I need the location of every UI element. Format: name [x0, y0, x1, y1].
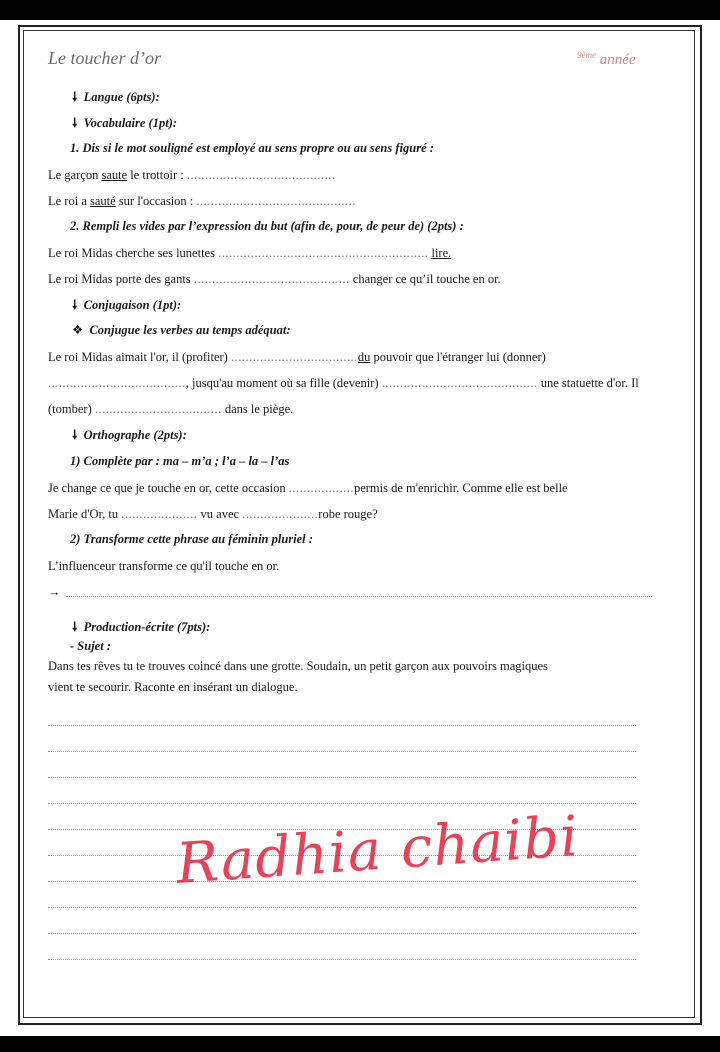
writing-line[interactable] — [48, 725, 636, 726]
page-title: Le toucher d’or — [48, 48, 161, 68]
vocabulaire-question-1: 1. Dis si le mot souligné est employé au sens propre ou au sens figuré : — [70, 141, 434, 155]
answer-blank[interactable]: ..................... — [121, 507, 198, 521]
diamond-bullet-icon: ❖ — [72, 323, 84, 337]
production-text-2: vient te secourir. Raconte en insérant un dialogue. — [48, 680, 298, 694]
vocabulaire-line-4: Le roi Midas porte des gants ........................................... changer ce qu’il touche en or. — [48, 272, 501, 286]
answer-blank[interactable]: ........................................... — [381, 376, 538, 390]
orthographe-line-1: Je change ce que je touche en or, cette occasion ..................permis de m'enrichir. Comme elle est belle — [48, 481, 568, 495]
answer-blank[interactable]: ...................................... — [48, 376, 186, 390]
vocabulaire-line-3: Le roi Midas cherche ses lunettes .......................................................... lire. — [48, 246, 452, 260]
vocabulaire-line-2: Le roi a sauté sur l'occasion : ............................................ — [48, 194, 356, 208]
orthographe-heading: 🠗 Orthographe (2pts): — [72, 428, 187, 442]
orthographe-sentence: L’influenceur transforme ce qu'il touche en or. — [48, 559, 280, 573]
down-arrow-bullet-icon: 🠗 — [72, 298, 78, 312]
conjugaison-instruction: ❖ Conjugue les verbes au temps adéquat: — [72, 323, 291, 337]
answer-blank[interactable]: .......................................................... — [218, 246, 429, 260]
down-arrow-bullet-icon: 🠗 — [72, 90, 78, 104]
vocabulaire-heading: 🠗 Vocabulaire (1pt): — [72, 116, 178, 130]
grade-label: année — [599, 52, 636, 68]
conjugaison-line-2: ......................................, jusqu'au moment où sa fille (devenir) ........................................... une statuette d'or. Il — [48, 376, 639, 390]
answer-blank[interactable]: .................. — [288, 481, 354, 495]
answer-line[interactable] — [66, 596, 652, 597]
right-arrow-icon: → — [48, 585, 61, 599]
orthographe-line-2: Marie d'Or, tu ..................... vu avec .....................robe rouge? — [48, 507, 378, 521]
top-dark-bar — [0, 0, 720, 20]
down-arrow-bullet-icon: 🠗 — [72, 116, 78, 130]
down-arrow-bullet-icon: 🠗 — [72, 620, 78, 634]
underlined-word: sauté — [90, 194, 116, 208]
production-heading: 🠗 Production-écrite (7pts): — [72, 620, 211, 634]
writing-line[interactable] — [48, 959, 636, 960]
writing-line[interactable] — [48, 751, 636, 752]
vocabulaire-question-2: 2. Rempli les vides par l’expression du but (afin de, pour, de peur de) (2pts) : — [70, 219, 464, 233]
writing-line[interactable] — [48, 907, 636, 908]
answer-blank[interactable]: ........................................... — [193, 272, 350, 286]
underlined-word: saute — [101, 168, 128, 182]
down-arrow-bullet-icon: 🠗 — [72, 428, 78, 442]
langue-heading: 🠗 Langue (6pts): — [72, 90, 160, 104]
production-text-1: Dans tes rêves tu te trouves coincé dans une grotte. Soudain, un petit garçon aux pouvoirs magiques — [48, 659, 548, 673]
conjugaison-heading: 🠗 Conjugaison (1pt): — [72, 298, 182, 312]
orthographe-question-1: 1) Complète par : ma – m’a ; l’a – la – l’as — [70, 454, 290, 468]
writing-line[interactable] — [48, 777, 636, 778]
answer-blank[interactable]: ................................... — [230, 350, 358, 364]
answer-blank[interactable]: ..................... — [242, 507, 319, 521]
production-sujet: - Sujet : — [70, 639, 111, 653]
vocabulaire-line-1: Le garçon saute le trottoir : ......................................... — [48, 168, 336, 182]
answer-blank[interactable]: ................................... — [94, 402, 222, 416]
conjugaison-line-1: Le roi Midas aimait l'or, il (profiter) ...................................du pouvoir que l'étranger lui (donner) — [48, 350, 546, 364]
answer-blank[interactable]: ............................................ — [196, 194, 356, 208]
orthographe-answer-line — [48, 584, 61, 600]
conjugaison-line-3: (tomber) ................................... dans le piège. — [48, 402, 294, 416]
writing-line[interactable] — [48, 933, 636, 934]
answer-blank[interactable]: ......................................... — [186, 168, 336, 182]
grade-number: 9ème — [577, 50, 596, 60]
writing-line[interactable] — [48, 803, 636, 804]
author-signature: Radhia chaibi — [174, 804, 582, 897]
bottom-dark-bar — [0, 1036, 720, 1052]
orthographe-question-2: 2) Transforme cette phrase au féminin pluriel : — [70, 532, 313, 546]
grade-level — [577, 50, 636, 69]
